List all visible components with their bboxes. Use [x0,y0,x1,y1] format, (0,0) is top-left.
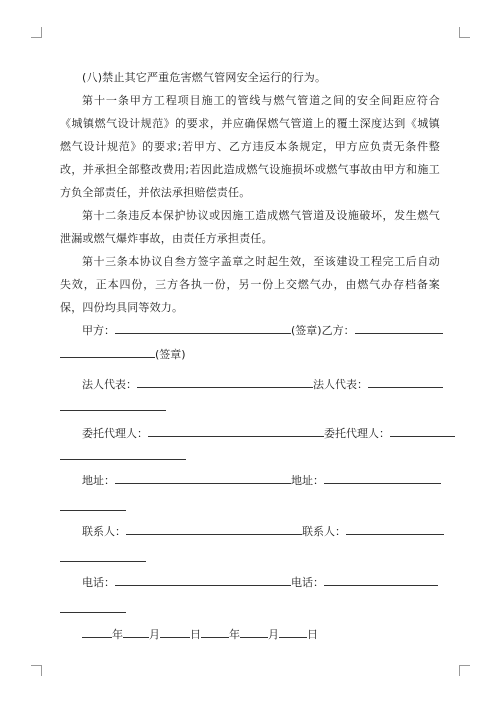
phone-a-blank[interactable] [115,575,291,586]
party-line [60,322,440,338]
contact-line-cont [60,551,440,565]
year-a-blank[interactable] [82,627,112,638]
phone-b-blank[interactable] [324,575,438,586]
party-line-cont [60,346,440,362]
phone-line [60,574,440,590]
agent-line-cont [60,449,440,463]
address-label-a: 地址： [82,474,115,487]
agent-b-blank-cont[interactable] [60,449,186,460]
legal-rep-label-a: 法人代表： [82,378,137,391]
seal-party-b-label: (签章)乙方： [291,324,355,337]
agent-b-blank[interactable] [390,426,455,437]
phone-label-b: 电话： [291,576,324,589]
clause-11: 第十一条甲方工程项目施工的管线与燃气管道之间的安全间距应符合《城镇燃气设计规范》的要求，并应确保燃气管道上的覆土深度达到《城镇燃气设计规范》的要求;若甲方、乙方违反本条规定，甲方应负责无条件整改，并承担全部整改费用;若因此造成燃气设施损坏或燃气事故由甲方和施工方负全部责任，并依法承担赔偿责任。 [60,94,440,199]
agreement-body [60,66,440,319]
phone-b-blank-cont[interactable] [60,602,126,613]
contact-line [60,523,440,539]
year-b-blank[interactable] [201,627,229,638]
address-label-b: 地址： [291,474,324,487]
clause-12: 第十二条违反本保护协议或因施工造成燃气管道及设施破坏，发生燃气泄漏或燃气爆炸事故，由责任方承担责任。 [60,209,440,245]
address-a-blank[interactable] [115,473,291,484]
clause-prohibition-8: (八)禁止其它严重危害燃气管网安全运行的行为。 [82,71,327,84]
address-line-cont [60,500,440,514]
address-line [60,472,440,488]
agent-a-blank[interactable] [148,426,324,437]
day-label-a: 日 [190,628,201,641]
agent-label-a: 委托代理人： [82,427,148,440]
month-label-a: 月 [149,628,160,641]
legal-rep-line-cont [60,400,440,414]
crop-mark-top-right [459,27,470,38]
legal-rep-a-blank[interactable] [137,377,313,388]
legal-rep-line [60,376,440,392]
seal-label: (签章) [155,348,186,361]
crop-mark-bottom-left [31,665,42,676]
phone-label-a: 电话： [82,576,115,589]
crop-mark-top-left [31,27,42,38]
contact-a-blank[interactable] [126,524,302,535]
party-b-blank[interactable] [355,323,443,334]
party-a-blank[interactable] [115,323,291,334]
legal-rep-b-blank[interactable] [368,377,443,388]
contact-label-a: 联系人： [82,525,126,538]
agent-label-b: 委托代理人： [324,427,390,440]
legal-rep-b-blank-cont[interactable] [60,400,166,411]
clause-13: 第十三条本协议自叁方签字盖章之时起生效，至该建设工程完工后自动失效，正本四份，三方各执一份，另一份上交燃气办，由燃气办存档备案保，四份均具同等效力。 [60,255,440,314]
legal-rep-label-b: 法人代表： [313,378,368,391]
year-label-b: 年 [229,628,240,641]
day-b-blank[interactable] [279,627,307,638]
day-a-blank[interactable] [160,627,190,638]
phone-line-cont [60,602,440,616]
contact-b-blank[interactable] [346,524,444,535]
date-line [60,626,440,642]
party-b-blank-cont[interactable] [60,347,155,358]
address-b-blank[interactable] [324,473,441,484]
month-a-blank[interactable] [123,627,149,638]
year-label-a: 年 [112,628,123,641]
contact-label-b: 联系人： [302,525,346,538]
month-b-blank[interactable] [240,627,268,638]
agent-line [60,425,440,441]
month-label-b: 月 [268,628,279,641]
crop-mark-bottom-right [459,665,470,676]
contact-b-blank-cont[interactable] [60,551,146,562]
day-label-b: 日 [307,628,318,641]
party-a-label: 甲方： [82,324,115,337]
address-b-blank-cont[interactable] [60,500,126,511]
